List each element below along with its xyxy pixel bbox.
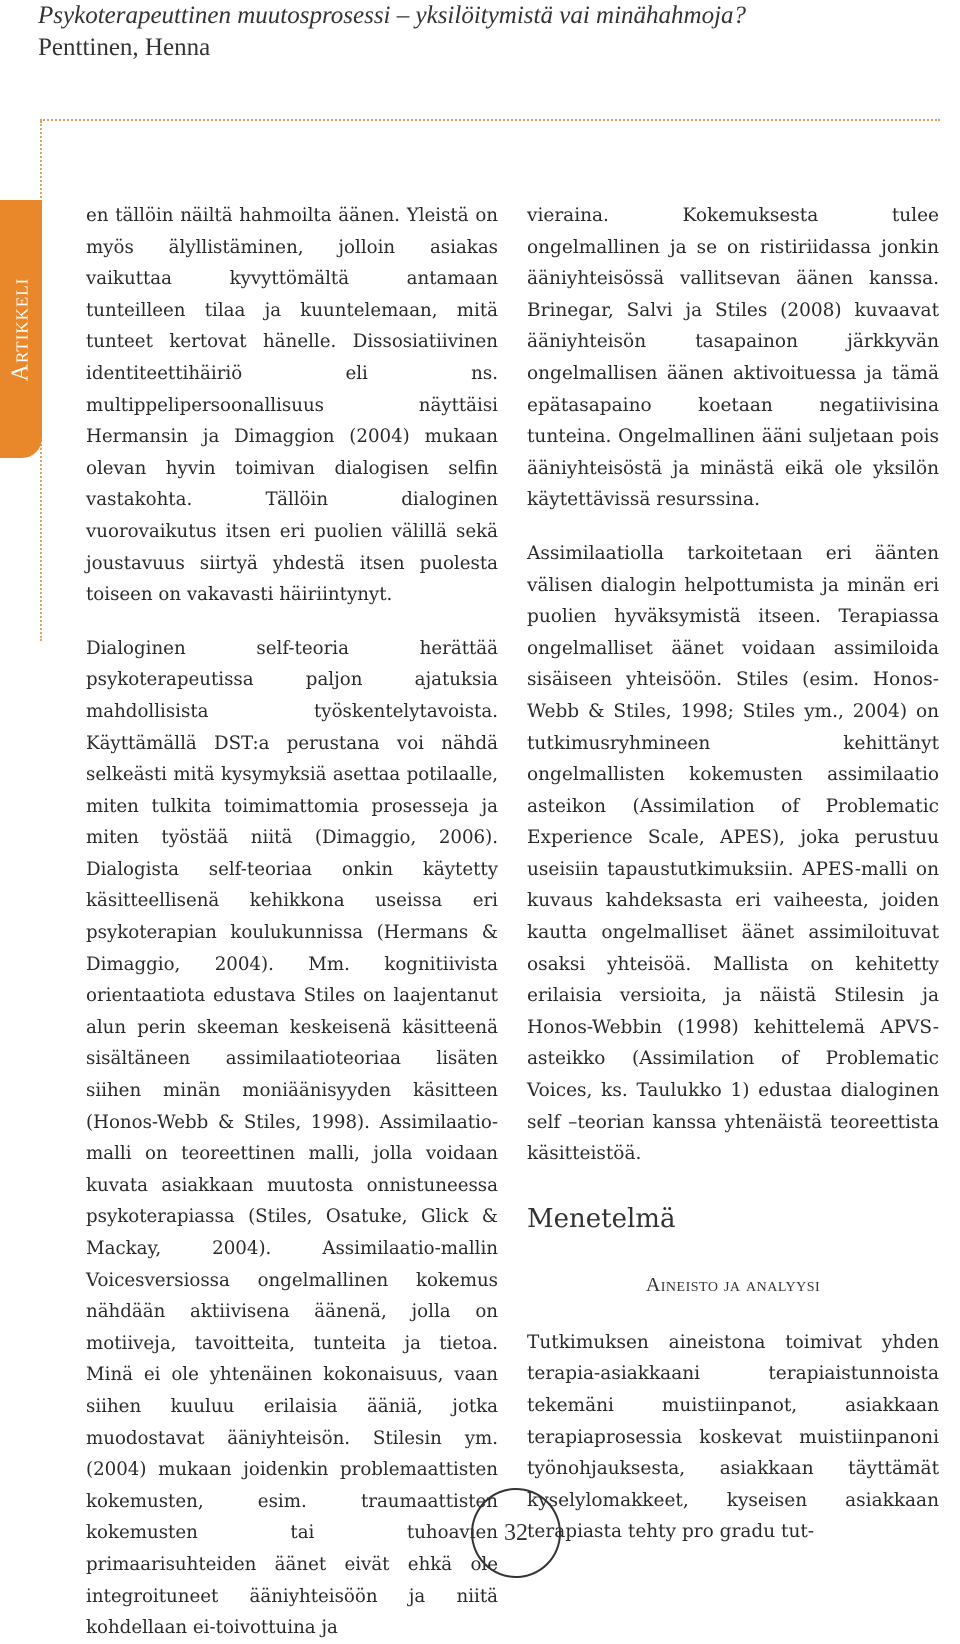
subsection-heading: Aineisto ja analyysi	[645, 1273, 821, 1296]
article-title: Psykoterapeuttinen muutosprosessi – yksilöitymistä vai minähahmoja?	[38, 2, 747, 29]
running-header	[38, 0, 938, 64]
body-paragraph: Tutkimuksen aineistona toimivat yhden terapia-asiakkaani terapiaistunnoista tekemäni muistiinpanot, asiakkaan terapiaprosessia koskevat muistiinpanoni työnohjauksesta, asiakkaan täyttämät kyselylomakkeet, kyseisen asiakkaan terapiasta tehty pro gradu tut-	[527, 1331, 939, 1543]
section-tab-label: Artikkeli	[7, 277, 34, 381]
dotted-rule-top	[40, 119, 940, 121]
body-paragraph: Assimilaatiolla tarkoitetaan eri äänten välisen dialogin helpottumista ja minän eri puolien hyväksymistä itseen. Terapiassa ongelmalliset äänet voidaan assimiloida sisäiseen yhteisöön. Stiles (esim. Honos-Webb & Stiles, 1998; Stiles ym., 2004) on tutkimusryhmineen kehittänyt ongelmallisten kokemusten assimilaatio asteikon (Assimilation of Problematic Experience Scale, APES), joka perustuu useisiin tapaustutkimuksiin. APES-malli on kuvaus kahdeksasta eri vaiheesta, joiden kautta ongelmalliset äänet assimiloituvat osaksi yhteisöä. Mallista on kehitetty erilaisia versioita, ja näistä Stilesin ja Honos-Webbin (1998) kehittelemä APVS-asteikko (Assimilation of Problematic Voices, ks. Taulukko 1) edustaa dialoginen self –teorian kanssa yhtenäistä teoreettista käsitteistöä.	[527, 542, 939, 1165]
body-paragraph: en tällöin näiltä hahmoilta äänen. Yleistä on myös älyllistäminen, jolloin asiakas vaikuttaa kyvyttömältä antamaan tunteilleen tilaa ja kuuntelemaan, mitä tunteet kertovat hänelle. Dissosiatiivinen identiteettihäiriö eli ns. multippelipersoonallisuus näyttäisi Hermansin ja Dimaggion (2004) mukaan olevan hyvin toimivan dialogisen selfin vastakohta. Tällöin dialoginen vuorovaikutus itsen eri puolien välillä sekä joustavuus siirtyä yhdestä itsen puolesta toiseen on vakavasti häiriintynyt.	[86, 205, 498, 606]
right-column	[527, 200, 939, 1548]
article-author: Penttinen, Henna	[38, 34, 211, 61]
body-paragraph: vieraina. Kokemuksesta tulee ongelmallinen ja se on ristiriidassa jonkin ääniyhteisössä vallitsevan äänen kanssa. Brinegar, Salvi ja Stiles (2008) kuvaavat ääniyhteisön tasapainon järkkyvän ongelmallisen äänen aktivoituessa ja tämä epätasapaino koetaan negatiivisina tunteina. Ongelmallinen ääni suljetaan pois ääniyhteisöstä ja minästä eikä ole yksilön käytettävissä resurssina.	[527, 205, 939, 511]
page-number-badge	[471, 1488, 561, 1578]
page-number: 32	[504, 1519, 528, 1546]
body-paragraph: Dialoginen self-teoria herättää psykoterapeutissa paljon ajatuksia mahdollisista työskentelytavoista. Käyttämällä DST:a perustana voi nähdä selkeästi mitä kysymyksiä asettaa potilaalle, miten tulkita toimimattomia prosesseja ja miten työstää niitä (Dimaggio, 2006). Dialogista self-teoriaa onkin käytetty käsitteellisenä kehikkona useissa eri psykoterapian koulukunnissa (Hermans & Dimaggio, 2004). Mm. kognitiivista orientaatiota edustava Stiles on laajentanut alun perin skeeman keskeisenä käsitteenä sisältäneen assimilaatioteoriaa lisäten siihen minän moniäänisyyden käsitteen (Honos-Webb & Stiles, 1998). Assimilaatio-malli on teoreettinen malli, jolla voidaan kuvata asiakkaan muutosta onnistuneessa psykoterapiassa (Stiles, Osatuke, Glick & Mackay, 2004). Assimilaatio-mallin Voicesversiossa ongelmallinen kokemus nähdään aktiivisena äänenä, jolla on motiiveja, tavoitteita, tunteita ja tietoa. Minä ei ole yhtenäinen kokonaisuus, vaan siihen kuuluu erilaisia ääniä, jotka muodostavat ääniyhteisön. Stilesin ym. (2004) mukaan joidenkin problemaattisten kokemusten, esim. traumaattisten kokemusten tai tuhoavien primaarisuhteiden äänet eivät ehkä ole integroituneet ääniyhteisöön ja niitä kohdellaan ei-toivottuina ja	[86, 637, 498, 1639]
section-tab	[0, 200, 42, 458]
left-column	[86, 200, 498, 1644]
section-heading: Menetelmä	[527, 1203, 676, 1234]
